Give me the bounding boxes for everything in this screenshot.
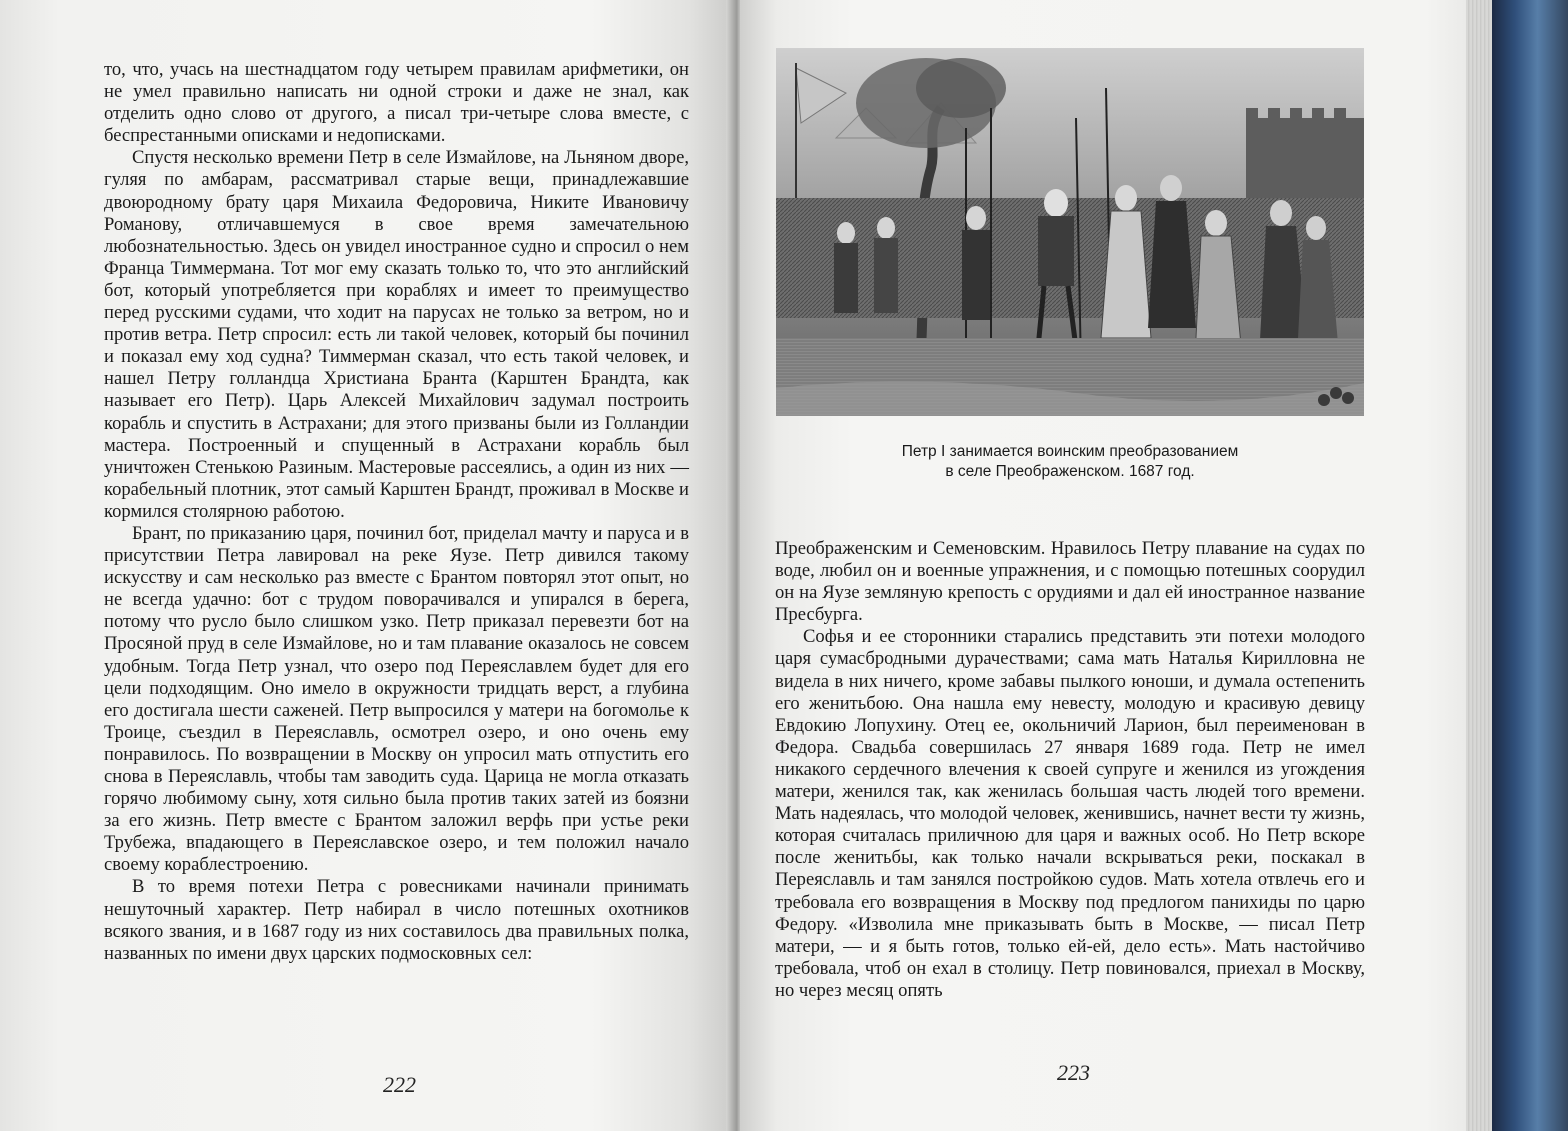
paragraph: В то время потехи Петра с ровесниками начинали принимать нешуточный характер. Петр набирал в число потешных охотников всякого звания, и в 1687 году из них составилось два правильных полка, названных по имени двух царских подмосковных сел: xyxy=(104,876,689,964)
caption-line: в селе Преображенском. 1687 год. xyxy=(945,463,1195,480)
page-number: 222 xyxy=(383,1072,416,1097)
paragraph: то, что, учась на шестнадцатом году четырем правилам арифметики, он не умел правильно написать ни одной строки и даже не знал, как отделить одно слово от другого, а писал три-четыре слова вместе, с беспрестанными описками и недописками. xyxy=(104,59,689,147)
left-page xyxy=(0,0,740,1131)
left-page-text xyxy=(104,59,689,965)
engraving-illustration xyxy=(776,48,1364,416)
figure-caption xyxy=(790,442,1350,482)
engraving-image xyxy=(776,48,1364,416)
right-page-text xyxy=(775,538,1365,1002)
paragraph: Софья и ее сторонники старались представить эти потехи молодого царя сумасбродными дурачествами; сама мать Наталья Кирилловна не видела в них ничего, кроме забавы пылкого юноши, и думала остепенить его женитьбою. Она нашла ему невесту, молодую и красивую девицу Евдокию Лопухину. Отец ее, окольничий Ларион, был переименован в Федора. Свадьба совершилась 27 января 1689 года. Петр не имел никакого сердечного влечения к своей супруге и женился из угождения матери, женился так, как женилась большая часть людей того времени. Мать надеялась, что молодой человек, женившись, начнет вести ту жизнь, которая считалась приличною для царя и важных особ. Но Петр вскоре после женитьбы, как только начали вскрываться реки, поскакал в Переяславль и там занялся постройкою судов. Мать хотела отвлечь его и требовала его возвращения в Москву под предлогом панихиды по царю Федору. «Изволила мне приказывать быть в Москве, — писал Петр матери, — и я быть готов, только ей-ей, дело есть». Мать настойчиво требовала, чтоб он ехал в столицу. Петр повиновался, приехал в Москву, но через месяц опять xyxy=(775,626,1365,1001)
paragraph: Спустя несколько времени Петр в селе Измайлове, на Льняном дворе, гуляя по амбарам, рассматривал старые вещи, принадлежавшие двоюродному брату царя Михаила Федоровича, Никите Ивановичу Романову, отличавшемуся в свое время замечательною любознательностью. Здесь он увидел иностранное судно и спросил о нем Франца Тиммермана. Тот мог ему сказать только то, что это английский бот, который употребляется при кораблях и имеет то преимущество перед русскими судами, что ходит на парусах не только за ветром, но и против ветра. Петр спросил: есть ли такой человек, который бы починил и показал ему ход судна? Тиммерман сказал, что есть такой человек, и нашел Петру голландца Христиана Бранта (Карштен Брандта, как называет его Петр). Царь Алексей Михайлович задумал построить корабль и спустить в Астрахани; для этого призваны были из Голландии мастера. Построенный и спущенный в Астрахани корабль был уничтожен Стенькою Разиным. Мастеровые рассеялись, а один из них — корабельный плотник, этот самый Карштен Брандт, проживал в Москве и кормился столярною работою. xyxy=(104,147,689,522)
page-number: 223 xyxy=(1057,1060,1090,1085)
paragraph: Преображенским и Семеновским. Нравилось Петру плавание на судах по воде, любил он и военные упражнения, и с помощью потешных соорудил он на Яузе земляную крепость с орудиями и дал ей иностранное название Пресбурга. xyxy=(775,538,1365,626)
paragraph: Брант, по приказанию царя, починил бот, приделал мачту и паруса и в присутствии Петра лавировал на реке Яузе. Петр дивился такому искусству и сам несколько раз вместе с Брантом повторял этот опыт, но не всегда удачно: бот с трудом поворачивался и упирался в берега, потому что русло было слишком узко. Петр приказал перевезти бот на Просяной пруд в селе Измайлове, но и там плавание оказалось не совсем удобным. Тогда Петр узнал, что озеро под Переяславлем будет для его цели подходящим. Оно имело в окружности тридцать верст, а глубина его достигала шести саженей. Петр выпросился у матери на богомолье к Троице, съездил в Переяславль, осмотрел озеро, и оно очень ему понравилось. По возвращении в Москву он упросил мать отпустить его снова в Переяславль, чтобы там заводить суда. Царица не могла отказать горячо любимому сыну, хотя сильно была против таких затей из боязни за его жизнь. Петр вместе с Брантом заложил верфь при устье реки Трубежа, впадающего в Переяславское озеро, и тем положил начало своему кораблестроению. xyxy=(104,522,689,876)
page-stack-lines xyxy=(1466,0,1492,1131)
caption-line: Петр I занимается воинским преобразованием xyxy=(901,443,1239,460)
book-cover-edge xyxy=(1492,0,1568,1131)
